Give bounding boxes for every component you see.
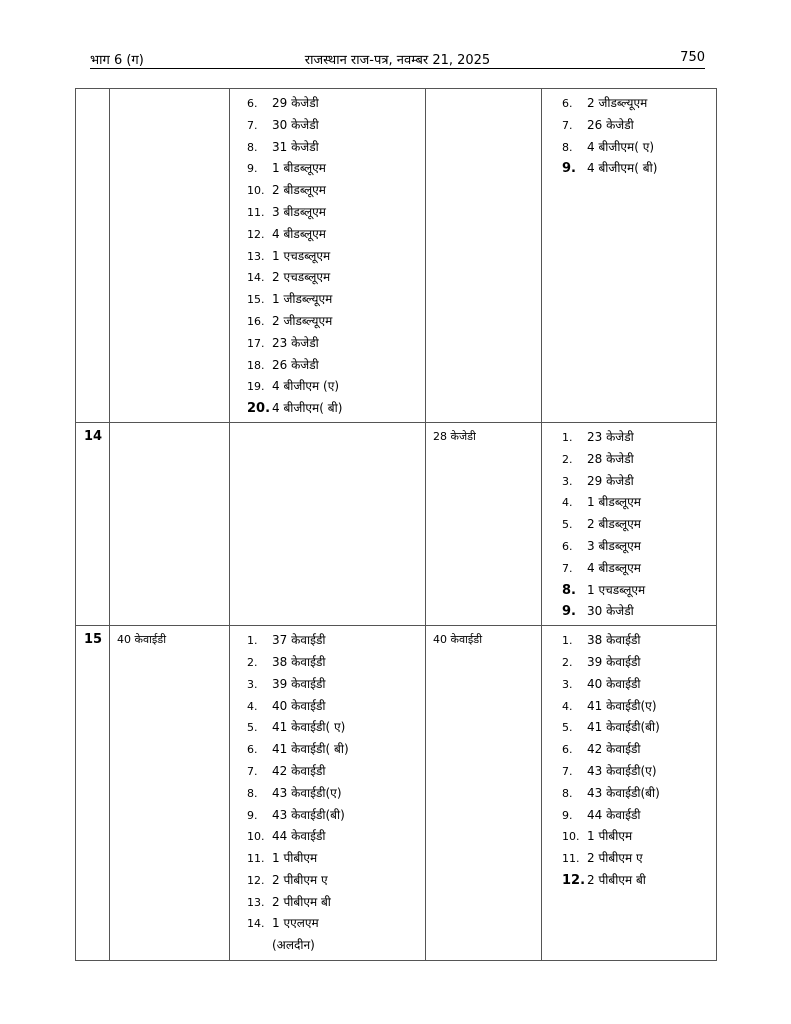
item-number: 9. [562, 604, 576, 620]
item-text: 2 एचडब्लूएम [272, 270, 331, 285]
list-item [230, 674, 425, 696]
item-text: 1 बीडब्लूएम [587, 495, 641, 510]
item-number: 15. [247, 293, 265, 307]
item-text: 40 केवाईडी [587, 676, 641, 691]
item-text: 41 केवाईडी(बी) [587, 720, 660, 735]
list-item [542, 848, 716, 870]
existing-route-cell: 40 केवाईडी [110, 626, 230, 961]
item-text: 2 पीबीएम ए [587, 851, 643, 866]
list-item [542, 492, 716, 514]
item-number: 13. [247, 895, 265, 909]
item-number: 2. [562, 655, 573, 669]
item-number: 9. [562, 808, 573, 822]
item-text: 44 केवाईडी [272, 829, 326, 844]
list-item [230, 783, 425, 805]
revised-list-cell [542, 422, 717, 625]
serial-number-cell [76, 89, 110, 423]
item-number: 5. [247, 721, 258, 735]
gazette-part: भाग 6 (ग) [90, 53, 144, 68]
list-item [542, 826, 716, 848]
list-item [230, 246, 425, 268]
existing-route-cell [110, 422, 230, 625]
list-item [230, 826, 425, 848]
item-number: 8. [247, 140, 258, 154]
list-item [542, 805, 716, 827]
item-number: 9. [562, 161, 576, 177]
item-number: 7. [562, 764, 573, 778]
table-row [76, 89, 717, 423]
new-route-cell: 28 केजेडी [426, 422, 542, 625]
item-number: 6. [562, 743, 573, 757]
list-item [542, 580, 716, 602]
item-text: 2 पीबीएम बी [587, 872, 646, 887]
page-number: 750 [680, 50, 705, 65]
proposed-list-cell [230, 422, 426, 625]
list-item [542, 870, 716, 892]
item-number: 12. [562, 872, 586, 888]
item-list [542, 423, 716, 625]
new-route-cell [426, 89, 542, 423]
list-item [230, 376, 425, 398]
proposed-list-cell [230, 89, 426, 423]
list-item [542, 514, 716, 536]
list-item [542, 601, 716, 623]
header-rule [90, 68, 705, 69]
list-item [542, 630, 716, 652]
item-number: 9. [247, 162, 258, 176]
item-number: 6. [562, 97, 573, 110]
item-text: 40 केवाईडी [272, 698, 326, 713]
list-item [230, 892, 425, 914]
item-number: 6. [562, 539, 573, 553]
item-number: 3. [562, 677, 573, 691]
item-number: 9. [247, 808, 258, 822]
item-number: 7. [247, 118, 258, 132]
item-number: 8. [562, 140, 573, 154]
list-item [542, 739, 716, 761]
item-text: 30 केजेडी [587, 604, 634, 619]
item-number: 10. [247, 184, 265, 198]
item-number: 11. [247, 852, 265, 866]
item-text: 41 केवाईडी(ए) [587, 698, 657, 713]
list-item [230, 93, 425, 115]
item-number: 3. [562, 474, 573, 488]
list-item [230, 202, 425, 224]
item-text: 41 केवाईडी( बी) [272, 742, 349, 757]
item-text: 2 जीडब्ल्यूएम [272, 313, 333, 328]
list-item [230, 696, 425, 718]
list-item [542, 93, 716, 115]
item-text: 26 केजेडी [587, 117, 634, 132]
proposed-list-cell [230, 626, 426, 961]
page-header [90, 50, 705, 68]
item-text: (अलदीन) [272, 938, 315, 953]
item-text: 4 बीडब्लूएम [272, 226, 326, 241]
item-text: 43 केवाईडी(ए) [587, 763, 657, 778]
item-text: 30 केजेडी [272, 117, 319, 132]
item-number: 6. [247, 743, 258, 757]
item-number: 8. [247, 786, 258, 800]
item-number: 12. [247, 227, 265, 241]
list-item [230, 935, 425, 957]
item-text: 4 बीजीएम( ए) [587, 139, 655, 154]
item-text: 1 पीबीएम [587, 829, 633, 844]
item-number: 4. [562, 699, 573, 713]
item-number: 1. [247, 634, 258, 648]
list-item [542, 449, 716, 471]
existing-route-cell [110, 89, 230, 423]
item-text: 42 केवाईडी [587, 742, 641, 757]
item-text: 1 एचडब्लूएम [587, 582, 646, 597]
item-number: 10. [247, 830, 265, 844]
item-number: 2. [562, 452, 573, 466]
list-item [230, 180, 425, 202]
table-row [76, 626, 717, 961]
item-number: 20. [247, 401, 271, 417]
list-item [230, 137, 425, 159]
item-list [230, 626, 425, 959]
item-text: 28 केजेडी [587, 451, 634, 466]
item-text: 1 एएलएम [272, 916, 319, 931]
list-item [230, 333, 425, 355]
item-text: 31 केजेडी [272, 139, 319, 154]
list-item [230, 158, 425, 180]
item-number: 11. [247, 205, 265, 219]
item-text: 4 बीजीएम( बी) [587, 161, 658, 176]
list-item [230, 267, 425, 289]
item-text: 43 केवाईडी(बी) [587, 785, 660, 800]
item-number: 7. [562, 118, 573, 132]
serial-number-cell: 14 [76, 422, 110, 625]
item-text: 37 केवाईडी [272, 633, 326, 648]
item-text: 2 जीडब्ल्यूएम [587, 96, 648, 110]
item-text: 1 जीडब्ल्यूएम [272, 292, 333, 307]
list-item [542, 158, 716, 180]
list-item [230, 717, 425, 739]
item-list [230, 423, 425, 429]
item-text: 29 केजेडी [587, 473, 634, 488]
item-number: 4. [562, 496, 573, 510]
item-text: 4 बीजीएम (ए) [272, 379, 340, 394]
item-text: 4 बीडब्लूएम [587, 560, 641, 575]
list-item [542, 115, 716, 137]
item-number: 14. [247, 917, 265, 931]
item-number: 6. [247, 97, 258, 110]
list-item [542, 696, 716, 718]
list-item [230, 630, 425, 652]
item-text: 44 केवाईडी [587, 807, 641, 822]
list-item [230, 913, 425, 935]
item-text: 23 केजेडी [587, 429, 634, 444]
new-route-cell: 40 केवाईडी [426, 626, 542, 961]
list-item [542, 717, 716, 739]
item-number: 18. [247, 358, 265, 372]
list-item [230, 115, 425, 137]
list-item [542, 427, 716, 449]
list-item [230, 398, 425, 420]
list-item [230, 652, 425, 674]
revised-list-cell [542, 626, 717, 961]
item-text: 1 पीबीएम [272, 851, 318, 866]
item-number: 5. [562, 518, 573, 532]
item-text: 2 बीडब्लूएम [587, 517, 641, 532]
item-number: 8. [562, 786, 573, 800]
item-number: 2. [247, 655, 258, 669]
item-text: 2 बीडब्लूएम [272, 183, 326, 198]
item-text: 26 केजेडी [272, 357, 319, 372]
item-number: 19. [247, 380, 265, 394]
item-text: 41 केवाईडी( ए) [272, 720, 346, 735]
item-text: 23 केजेडी [272, 335, 319, 350]
item-number: 8. [562, 582, 576, 598]
list-item [230, 805, 425, 827]
gazette-table [75, 88, 717, 961]
item-text: 42 केवाईडी [272, 763, 326, 778]
item-number: 12. [247, 873, 265, 887]
item-number: 10. [562, 830, 580, 844]
serial-number-cell: 15 [76, 626, 110, 961]
list-item [542, 652, 716, 674]
item-text: 39 केवाईडी [587, 654, 641, 669]
item-text: 39 केवाईडी [272, 676, 326, 691]
item-text: 1 एचडब्लूएम [272, 248, 331, 263]
list-item [542, 536, 716, 558]
item-number: 7. [247, 764, 258, 778]
item-text: 43 केवाईडी(बी) [272, 807, 345, 822]
item-number: 1. [562, 634, 573, 648]
item-number: 11. [562, 852, 580, 866]
item-number: 5. [562, 721, 573, 735]
revised-list-cell [542, 89, 717, 423]
item-text: 3 बीडब्लूएम [272, 204, 326, 219]
item-text: 4 बीजीएम( बी) [272, 401, 343, 416]
list-item [230, 355, 425, 377]
item-text: 1 बीडब्लूएम [272, 161, 326, 176]
item-number: 3. [247, 677, 258, 691]
list-item [230, 739, 425, 761]
item-number: 4. [247, 699, 258, 713]
item-text: 38 केवाईडी [587, 633, 641, 648]
list-item [542, 558, 716, 580]
item-text: 38 केवाईडी [272, 654, 326, 669]
list-item [542, 761, 716, 783]
list-item [230, 761, 425, 783]
item-text: 43 केवाईडी(ए) [272, 785, 342, 800]
item-list [542, 89, 716, 182]
item-list [230, 89, 425, 422]
list-item [542, 674, 716, 696]
list-item [230, 311, 425, 333]
item-text: 3 बीडब्लूएम [587, 538, 641, 553]
list-item [230, 848, 425, 870]
item-text: 29 केजेडी [272, 96, 319, 110]
item-number: 14. [247, 271, 265, 285]
item-text: 2 पीबीएम ए [272, 872, 328, 887]
item-list [542, 626, 716, 894]
item-number: 17. [247, 336, 265, 350]
list-item [230, 289, 425, 311]
gazette-title: राजस्थान राज-पत्र, नवम्बर 21, 2025 [304, 53, 491, 68]
list-item [230, 870, 425, 892]
item-text: 2 पीबीएम बी [272, 894, 331, 909]
list-item [542, 137, 716, 159]
list-item [542, 783, 716, 805]
item-number: 1. [562, 430, 573, 444]
item-number: 13. [247, 249, 265, 263]
list-item [230, 224, 425, 246]
table-row [76, 422, 717, 625]
item-number: 16. [247, 314, 265, 328]
item-number: 7. [562, 561, 573, 575]
list-item [542, 471, 716, 493]
